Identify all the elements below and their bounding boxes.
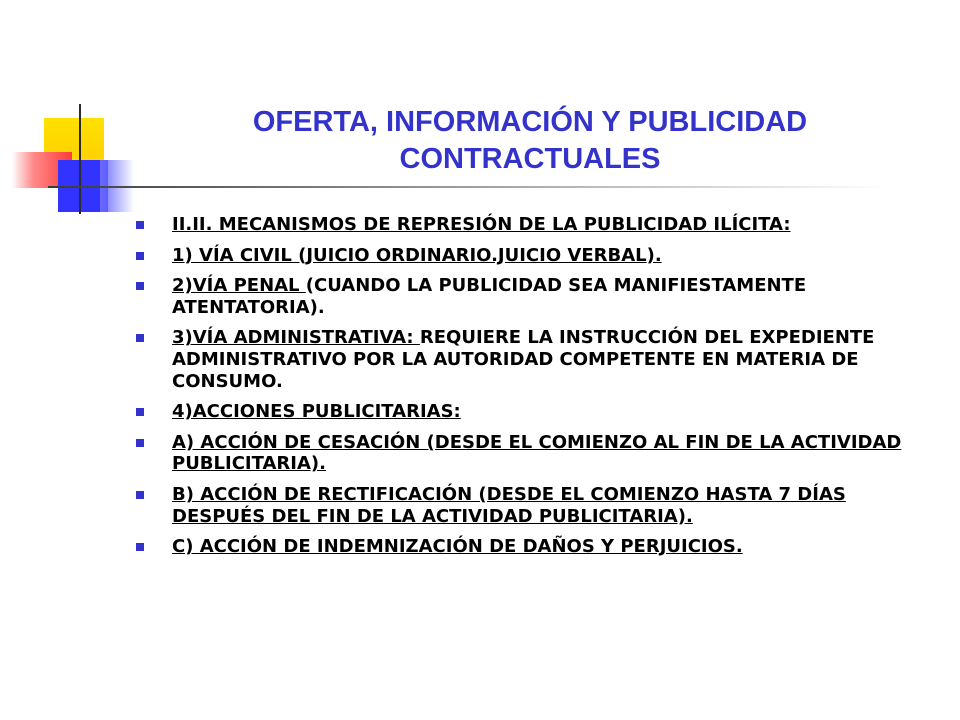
square-bullet-icon (136, 334, 144, 342)
bullet-item (136, 214, 936, 236)
bullet-item (136, 401, 936, 423)
title-underline-rule (48, 186, 888, 188)
slide-title-line-1: OFERTA, INFORMACIÓN Y PUBLICIDAD (252, 106, 808, 138)
bullet-item (136, 536, 936, 558)
bullet-underlined-text: 2)VÍA PENAL (172, 275, 306, 297)
square-bullet-icon (136, 439, 144, 447)
bullet-underlined-text: B) ACCIÓN DE RECTIFICACIÓN (DESDE EL COMIENZO HASTA 7 DÍAS DESPUÉS DEL FIN DE LA ACTIVIDAD PUBLICITARIA). (172, 483, 846, 527)
slide-title (200, 104, 860, 177)
square-bullet-icon (136, 282, 144, 290)
square-bullet-icon (136, 491, 144, 499)
bullet-underlined-text: C) ACCIÓN DE INDEMNIZACIÓN DE DAÑOS Y PERJUICIOS. (172, 536, 743, 558)
bullet-underlined-text: 3)VÍA ADMINISTRATIVA: (172, 327, 420, 349)
vertical-line-decoration (79, 104, 81, 214)
bullet-item (136, 432, 936, 475)
bullet-item (136, 245, 936, 267)
slide-title-line-2: CONTRACTUALES (399, 142, 661, 175)
square-bullet-icon (136, 252, 144, 260)
square-bullet-icon (136, 408, 144, 416)
bullet-underlined-text: 1) VÍA CIVIL (JUICIO ORDINARIO.JUICIO VERBAL). (172, 244, 662, 266)
bullet-item (136, 484, 936, 527)
bullet-plain-text: REQUIERE LA INSTRUCCIÓN DEL EXPEDIENTE ADMINISTRATIVO POR LA AUTORIDAD COMPETENTE EN MATERIA DE CONSUMO. (172, 327, 875, 392)
bullet-list (136, 214, 936, 567)
bullet-item (136, 327, 936, 392)
bullet-underlined-text: 4)ACCIONES PUBLICITARIAS: (172, 401, 461, 423)
bullet-plain-text: (CUANDO LA PUBLICIDAD SEA MANIFIESTAMENTE ATENTATORIA). (172, 275, 807, 318)
square-bullet-icon (136, 221, 144, 229)
bullet-item (136, 275, 936, 318)
bullet-underlined-text: II.II. MECANISMOS DE REPRESIÓN DE LA PUBLICIDAD ILÍCITA: (172, 214, 791, 235)
bullet-underlined-text: A) ACCIÓN DE CESACIÓN (DESDE EL COMIENZO AL FIN DE LA ACTIVIDAD PUBLICITARIA). (172, 431, 902, 475)
square-bullet-icon (136, 543, 144, 551)
